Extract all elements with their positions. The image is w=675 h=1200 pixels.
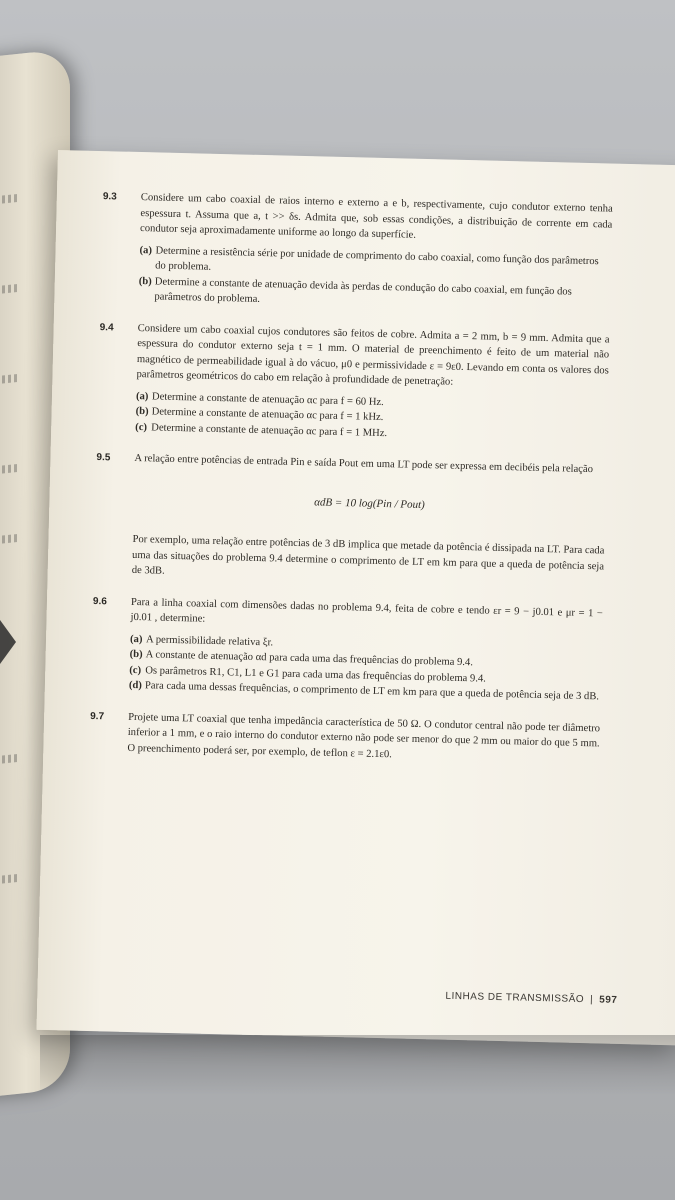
problem-text: Considere um cabo coaxial cujos condutores são feitos de cobre. Admita a = 2 mm, b = 9 mm. Admita que a espessura do condutor externo seja t = 1 mm. O material de preenchimento é feito de um material não magnético de permeabilidade igual à do vácuo, μ0 e permissividade ε = 9ε0. Levando em conta os valores dos parâmetros geométricos do cabo em relação à profundidade de penetração: — [136, 322, 610, 388]
problem-text: Para a linha coaxial com dimensões dadas no problema 9.4, feita de cobre e tendo εr = 9 − j0.01 e μr = 1 − j0.01 , determine: — [130, 596, 603, 625]
page-footer — [445, 991, 617, 1006]
item-text: Para cada uma dessas frequências, o comprimento de LT em km para que a queda de potência seja de 3 dB. — [144, 680, 600, 703]
book-page — [36, 150, 675, 1045]
item-label: (d) — [128, 679, 143, 692]
facing-page-text — [0, 464, 20, 478]
problem-9-7 — [89, 708, 600, 767]
problem-number: 9.5 — [96, 452, 111, 464]
problem-9-3 — [100, 189, 613, 316]
problem-9-6 — [91, 593, 603, 704]
problem-number: 9.3 — [102, 191, 117, 203]
item-text: Determine a constante de atenuação devida às perdas de condução do cabo coaxial, em função dos parâmetros do problema. — [154, 275, 572, 305]
facing-page-text — [0, 754, 20, 768]
item-text: Determine a constante de atenuação αc para f = 1 kHz. — [151, 406, 384, 424]
facing-page-text — [0, 194, 20, 208]
item-label: (b) — [138, 275, 152, 287]
item-label: (b) — [129, 648, 143, 661]
item-label: (a) — [139, 244, 153, 256]
item-label: (c) — [135, 421, 148, 433]
item-label: (b) — [135, 405, 149, 418]
item-text: Determine a constante de atenuação αc para f = 60 Hz. — [151, 390, 384, 408]
problem-text-continued: Por exemplo, uma relação entre potências de 3 dB implica que metade da potência é dissipada na LT. Para cada uma das situações do problema 9.4 determine o comprimento de LT em km para que a queda de potência seja de 3dB. — [131, 533, 605, 577]
facing-page-text — [0, 284, 20, 298]
chapter-title: LINHAS DE TRANSMISSÃO — [445, 990, 585, 1006]
item-text: Determine a constante de atenuação αc para f = 1 MHz. — [151, 421, 388, 439]
item-text: Os parâmetros R1, C1, L1 e G1 para cada uma das frequências do problema 9.4. — [145, 664, 487, 685]
problem-9-4 — [97, 320, 610, 447]
problem-text: Considere um cabo coaxial de raios interno e externo a e b, respectivamente, cujo condutor externo tenha espessura t. Assuma que a, t >> δs. Admita que, sob essas condições, a distribuição de corrente em cada condutor seja aproximadamente uniforme ao longo da superfície. — [139, 192, 613, 241]
item-label: (c) — [129, 664, 142, 676]
item-label: (a) — [129, 633, 143, 645]
footer-separator: | — [589, 994, 594, 1006]
facing-page-text — [0, 374, 20, 388]
problem-text: Projete uma LT coaxial que tenha impedância característica de 50 Ω. O condutor central não pode ter diâmetro inferior a 1 mm, e o raio interno do condutor externo não pode ser menor do que 2 mm ou maior do que 5 mm. O preenchimento poderá ser, por exemplo, de teflon ε = 2.1ε0. — [127, 711, 601, 760]
facing-page-text — [0, 874, 20, 888]
problem-text: A relação entre potências de entrada Pin e saída Pout em uma LT pode ser expressa em decibéis pela relação — [134, 452, 594, 476]
problem-items — [129, 631, 602, 705]
page-shadow — [40, 1035, 675, 1095]
formula: αdB = 10 log(Pin / Pout) — [314, 495, 425, 511]
facing-page-arrow-icon — [0, 620, 16, 664]
facing-page-text — [0, 534, 20, 548]
problem-number: 9.4 — [99, 321, 114, 333]
page-number: 597 — [599, 994, 618, 1006]
item-text: A permissibilidade relativa ξr. — [145, 633, 274, 648]
problem-9-5 — [94, 450, 607, 590]
problem-items — [138, 243, 611, 317]
item-text: Determine a resistência série por unidade de comprimento do cabo coaxial, como função dos parâmetros do problema. — [155, 244, 599, 273]
problem-number: 9.7 — [90, 710, 105, 722]
page-content — [89, 189, 613, 783]
problem-items — [135, 388, 608, 446]
item-label: (a) — [135, 390, 149, 402]
item-text: A constante de atenuação αd para cada uma das frequências do problema 9.4. — [145, 649, 474, 669]
problem-number: 9.6 — [92, 595, 108, 607]
